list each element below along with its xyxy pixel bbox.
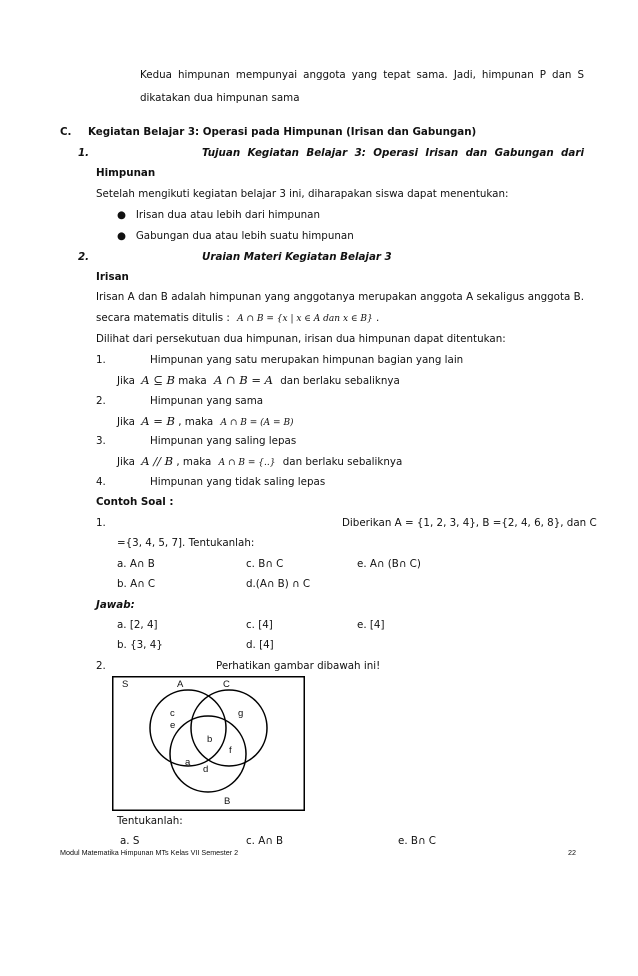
maka-label: , maka: [176, 456, 212, 468]
case-4-number: 4.: [96, 476, 106, 488]
question-1-item-e: e. A∩ (B∩ C): [357, 558, 421, 570]
section-title: Kegiatan Belajar 3: Operasi pada Himpunan (Irisan dan Gabungan): [88, 126, 477, 138]
section-letter: C.: [60, 126, 72, 138]
goals-number: 1.: [78, 147, 90, 159]
question-2-item-a: a. S: [120, 835, 140, 847]
jika-label: Jika: [117, 416, 135, 428]
case-2-result: A ∩ B = (A = B): [220, 418, 294, 428]
case-4-title: Himpunan yang tidak saling lepas: [150, 476, 326, 488]
question-1-text: Diberikan A = {1, 2, 3, 4}, B ={2, 4, 6, 8}, dan C: [342, 517, 597, 529]
page-number: 22: [568, 848, 576, 857]
label-a: A: [177, 679, 184, 690]
element-b: b: [207, 734, 213, 745]
determine-label: Tentukanlah:: [117, 815, 183, 827]
case-2-cond: A = B: [141, 414, 175, 428]
question-2-item-c: c. A∩ B: [246, 835, 284, 847]
answer-a: a. [2, 4]: [117, 619, 158, 631]
question-1-text-2: ={3, 4, 5, 7]. Tentukanlah:: [117, 537, 255, 549]
element-f: f: [229, 745, 232, 756]
answer-b: b. {3, 4}: [117, 639, 163, 651]
material-intro: Dilihat dari persekutuan dua himpunan, irisan dua himpunan dapat ditentukan:: [96, 333, 506, 345]
venn-diagram: [112, 676, 305, 811]
case-3-result: A ∩ B = {..}: [218, 458, 276, 468]
question-2-text: Perhatikan gambar dibawah ini!: [216, 660, 381, 672]
element-d: d: [203, 764, 209, 775]
bullet-dot-icon: ●: [117, 230, 126, 242]
maka-label: , maka: [178, 416, 214, 428]
question-1-item-b: b. A∩ C: [117, 578, 156, 590]
bullet-1: [117, 210, 320, 220]
definition-line-1: Irisan A dan B adalah himpunan yang anggotanya merupakan anggota A sekaligus anggota B.: [96, 291, 584, 303]
intro-line-1: Kedua himpunan mempunyai anggota yang tepat sama. Jadi, himpunan P dan S: [140, 69, 584, 81]
goals-intro: Setelah mengikuti kegiatan belajar 3 ini, diharapakan siswa dapat menentukan:: [96, 188, 509, 200]
circle-b: [170, 716, 246, 792]
example-heading: Contoh Soal :: [96, 496, 174, 508]
case-2-title: Himpunan yang sama: [150, 395, 264, 407]
case-3-tail: dan berlaku sebaliknya: [282, 456, 403, 468]
question-1-number: 1.: [96, 517, 106, 529]
label-s: S: [122, 679, 129, 690]
bullet-text: Irisan dua atau lebih dari himpunan: [135, 209, 320, 221]
definition-line-2: [96, 313, 379, 324]
case-3-number: 3.: [96, 435, 106, 447]
case-1-number: 1.: [96, 354, 106, 366]
label-c: C: [223, 679, 230, 690]
answer-d: d. [4]: [246, 639, 274, 651]
bullet-2: [117, 231, 354, 241]
maka-label: maka: [178, 375, 207, 387]
case-1-result: A ∩ B = A: [213, 373, 273, 387]
answer-e: e. [4]: [357, 619, 385, 631]
case-2-number: 2.: [96, 395, 106, 407]
question-1-item-a: a. A∩ B: [117, 558, 155, 570]
goals-heading-line-1: Tujuan Kegiatan Belajar 3: Operasi Irisan dan Gabungan dari: [202, 147, 584, 159]
material-number: 2.: [78, 251, 90, 263]
jika-label: Jika: [117, 375, 135, 387]
bullet-text: Gabungan dua atau lebih suatu himpunan: [135, 230, 354, 242]
definition-suffix: .: [376, 312, 380, 324]
question-2-number: 2.: [96, 660, 106, 672]
case-1-tail: dan berlaku sebaliknya: [280, 375, 400, 387]
definition-formula: A ∩ B = {x | x ∈ A dan x ∈ B}: [237, 314, 373, 324]
intro-line-2: dikatakan dua himpunan sama: [140, 92, 300, 104]
element-a: a: [185, 757, 191, 768]
circle-a: [150, 690, 226, 766]
question-1-item-d: d.(A∩ B) ∩ C: [246, 578, 311, 590]
case-2-condition: [117, 416, 294, 428]
case-3-cond: A // B: [141, 454, 174, 468]
case-3-condition: [117, 456, 402, 468]
answer-c: c. [4]: [246, 619, 273, 631]
label-b: B: [224, 796, 231, 807]
material-heading: Uraian Materi Kegiatan Belajar 3: [202, 251, 392, 263]
definition-prefix: secara matematis ditulis :: [96, 312, 230, 324]
case-1-condition: [117, 375, 400, 387]
element-c: c: [170, 708, 175, 719]
jika-label: Jika: [117, 456, 135, 468]
irisan-subheading: Irisan: [96, 271, 129, 283]
question-2-item-e: e. B∩ C: [398, 835, 436, 847]
case-3-title: Himpunan yang saling lepas: [150, 435, 297, 447]
goals-heading-line-2: Himpunan: [96, 167, 156, 179]
case-1-title: Himpunan yang satu merupakan himpunan bagian yang lain: [150, 354, 464, 366]
footer-text: Modul Matematika Himpunan MTs Kelas VII Semester 2: [60, 848, 239, 857]
question-1-item-c: c. B∩ C: [246, 558, 284, 570]
answer-heading: Jawab:: [96, 599, 135, 611]
element-e: e: [170, 720, 176, 731]
element-g: g: [238, 708, 244, 719]
case-1-cond: A ⊆ B: [141, 373, 175, 387]
bullet-dot-icon: ●: [117, 209, 126, 221]
